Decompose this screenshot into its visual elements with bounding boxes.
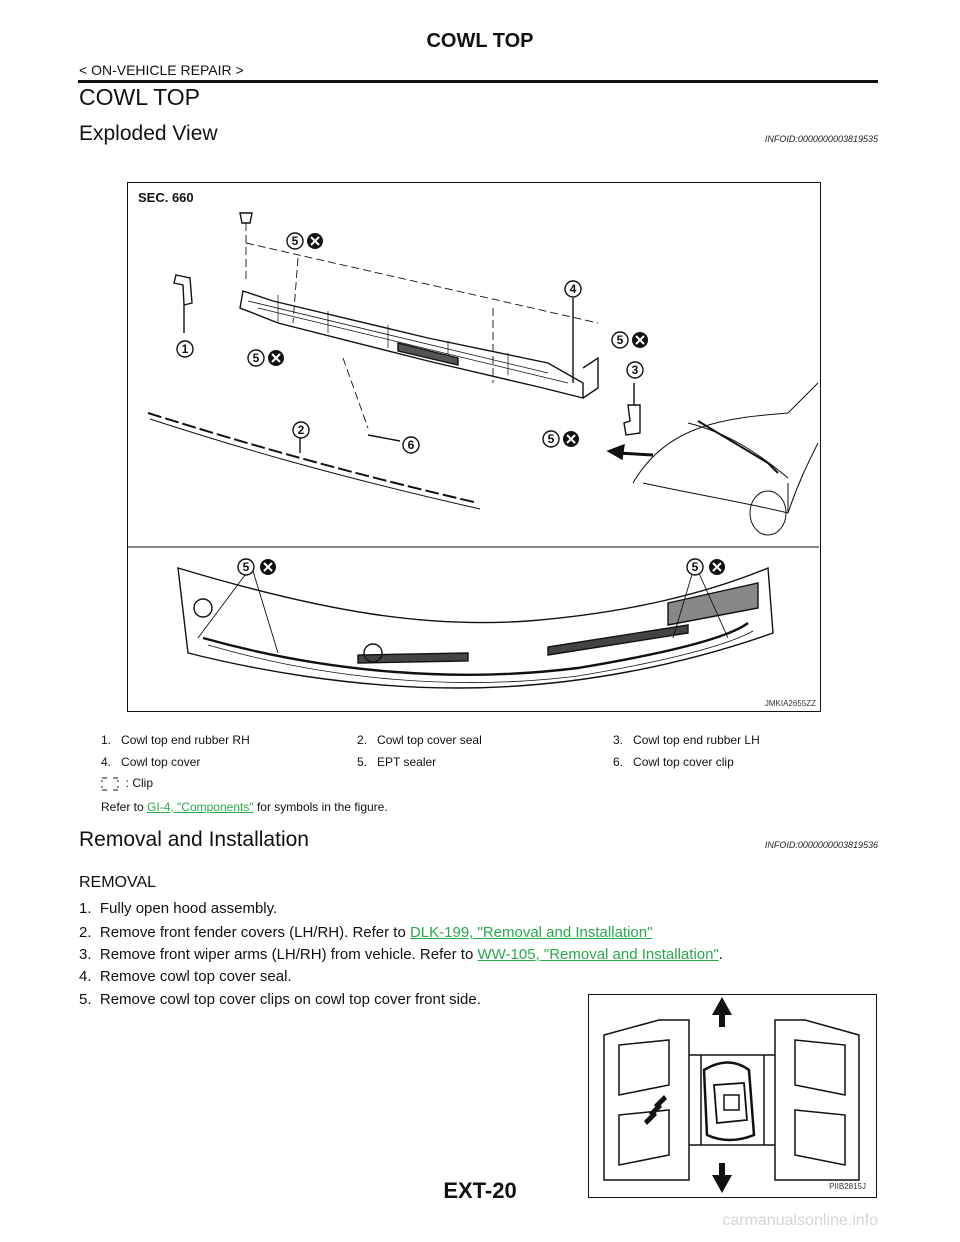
svg-text:5: 5 [252,351,260,365]
clip-removal-diagram [589,995,875,1196]
svg-text:5: 5 [616,333,624,347]
watermark: carmanualsonline.info [722,1212,878,1229]
clip-removal-figure [588,994,877,1198]
legend-item-5: 5. EPT sealer [357,755,437,769]
callout-4: 4 [569,282,577,296]
step-1: 1. Fully open hood assembly. [79,900,278,917]
sec-label: SEC. 660 [138,190,194,205]
removal-installation-heading: Removal and Installation [79,828,309,851]
legend-item-6: 6. Cowl top cover clip [613,755,734,769]
exploded-view-infoid: INFOID:0000000003819535 [764,134,878,144]
step-4: 4. Remove cowl top cover seal. [79,968,292,985]
cowl-top-exploded-diagram [128,183,819,710]
callout-2: 2 [297,423,305,437]
step-5: 5. Remove cowl top cover clips on cowl top cover front side. [79,991,481,1008]
removal-subheading: REMOVAL [79,874,157,891]
callout-3: 3 [631,363,639,377]
page-number: EXT-20 [443,1178,517,1203]
section-title: COWL TOP [79,84,200,110]
legend-item-3: 3. Cowl top end rubber LH [613,733,760,747]
callout-6: 6 [407,438,415,452]
ww-105-link[interactable]: WW-105, "Removal and Installation" [477,946,719,963]
removal-installation-infoid: INFOID:0000000003819536 [764,840,878,850]
step-2: 2. Remove front fender covers (LH/RH). Refer to DLK-199, "Removal and Installation" [79,924,653,941]
svg-text:5: 5 [242,560,250,574]
exploded-view-figure [127,182,821,712]
legend-item-2: 2. Cowl top cover seal [357,733,482,747]
clip-legend [101,776,153,792]
svg-text:5: 5 [691,560,699,574]
clip-figure-id: PIIB2815J [829,1182,866,1191]
dlk-199-link[interactable]: DLK-199, "Removal and Installation" [409,924,653,941]
callout-1: 1 [181,342,189,356]
header-divider [78,80,878,83]
legend-item-1: 1. Cowl top end rubber RH [101,733,250,747]
exploded-view-heading: Exploded View [79,122,218,145]
callout-5: 5 [291,234,299,248]
clip-legend-label: : Clip [125,776,154,791]
page-header-title: COWL TOP [426,30,534,52]
exploded-figure-id: JMKIA2655ZZ [764,699,816,708]
clip-symbol-icon [101,776,119,792]
svg-text:5: 5 [547,432,555,446]
gi-4-components-link[interactable]: GI-4, "Components" [147,800,254,814]
step-3: 3. Remove front wiper arms (LH/RH) from vehicle. Refer to WW-105, "Removal and Installation". [79,946,723,963]
breadcrumb: < ON-VEHICLE REPAIR > [79,62,244,78]
refer-note: Refer to GI-4, "Components" for symbols in the figure. [101,800,388,814]
legend-item-4: 4. Cowl top cover [101,755,201,769]
